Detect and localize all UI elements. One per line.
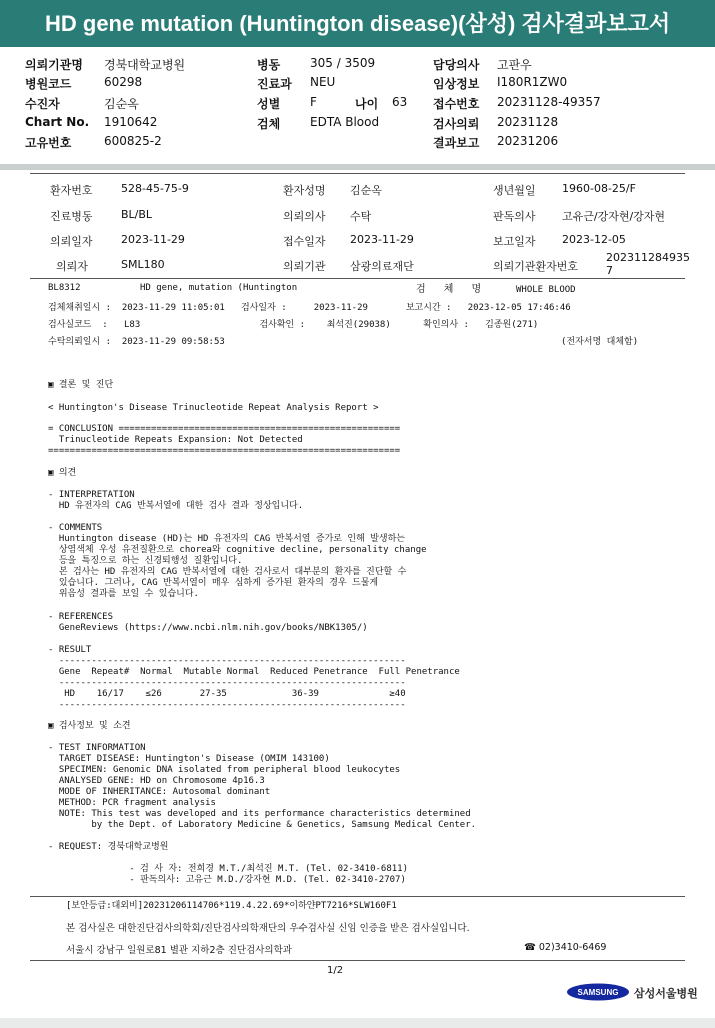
- report-line: ANALYSED GENE: HD on Chromosome 4p16.3: [48, 776, 265, 786]
- hospital-name: 삼성서울병원: [634, 987, 698, 1000]
- specimen-line: 검체채취일시 : 2023-11-29 11:05:01 검사일자 : 2023-11-29 보고시간 : 2023-12-05 17:46:46: [48, 303, 571, 313]
- top-value: 20231206: [497, 134, 559, 148]
- patient-value: 1960-08-25/F: [562, 182, 636, 195]
- table-rule: ----------------------------------------------------------------: [48, 656, 406, 666]
- report-line: NOTE: This test was developed and its performance characteristics determined: [48, 809, 471, 819]
- top-value: 20231128: [497, 115, 559, 129]
- report-line: - 검 사 자: 전희경 M.T./최석진 M.T. (Tel. 02-3410-6811): [48, 864, 409, 874]
- top-label: 고유번호: [25, 136, 72, 150]
- report-line: - REFERENCES: [48, 612, 114, 622]
- certification-note: 본 검사실은 대한진단검사의학회/진단검사의학재단의 우수검사실 신임 인증을 받은 검사실입니다.: [66, 923, 470, 934]
- top-value: 20231128-49357: [497, 95, 601, 109]
- top-value: 1910642: [104, 115, 158, 129]
- patient-value: 2023-11-29: [350, 233, 414, 246]
- specimen-value: WHOLE BLOOD: [516, 285, 576, 295]
- top-value: 김순옥: [104, 97, 139, 111]
- report-line: GeneReviews (https://www.ncbi.nlm.nih.gov/books/NBK1305/): [48, 623, 368, 633]
- report-line: SPECIMEN: Genomic DNA isolated from peripheral blood leukocytes: [48, 765, 401, 775]
- report-line: TARGET DISEASE: Huntington's Disease (OMIM 143100): [48, 754, 330, 764]
- samsung-logo-icon: [566, 982, 630, 1002]
- patient-label: 의뢰자: [56, 260, 88, 273]
- top-label: 병동: [257, 58, 281, 72]
- conclusion-line: =================================================================: [48, 446, 401, 456]
- patient-label: 진료병동: [50, 210, 93, 223]
- patient-label: 의뢰기관환자번호: [493, 260, 579, 273]
- report-line: MODE OF INHERITANCE: Autosomal dominant: [48, 787, 271, 797]
- section-heading: ▣ 의견: [48, 468, 77, 478]
- patient-label: 의뢰의사: [283, 210, 326, 223]
- top-label: 병원코드: [25, 77, 72, 91]
- phone: ☎ 02)3410-6469: [524, 942, 607, 953]
- specimen-code: BL8312: [48, 283, 81, 293]
- report-line: - REQUEST: 경북대학교병원: [48, 842, 169, 852]
- patient-label: 의뢰기관: [283, 260, 326, 273]
- report-line: 상염색체 우성 유전질환으로 chorea와 cognitive decline, personality change: [48, 545, 427, 555]
- top-label: 수진자: [25, 97, 60, 111]
- patient-label: 접수일자: [283, 235, 326, 248]
- patient-value: 528-45-75-9: [121, 182, 189, 195]
- report-line: METHOD: PCR fragment analysis: [48, 798, 216, 808]
- top-value: 305 / 3509: [310, 56, 376, 70]
- patient-value: 고유근/강자현/강자현: [562, 210, 666, 223]
- page-bottom: [0, 1018, 715, 1028]
- top-value: NEU: [310, 75, 336, 89]
- top-label: 담당의사: [433, 58, 480, 72]
- top-value: F: [310, 95, 317, 109]
- patient-label: 판독의사: [493, 210, 536, 223]
- patient-value: 2023-12-05: [562, 233, 626, 246]
- conclusion-line: Trinucleotide Repeats Expansion: Not Detected: [48, 435, 303, 445]
- patient-value: 7: [606, 264, 613, 277]
- divider: [30, 173, 685, 174]
- divider: [30, 896, 685, 897]
- report-line: 본 검사는 HD 유전자의 CAG 반복서열에 대한 검사로서 대부분의 환자를 진단할 수: [48, 567, 407, 577]
- svg-text:SAMSUNG: SAMSUNG: [577, 988, 619, 997]
- specimen-line: 수탁의뢰일시 : 2023-11-29 09:58:53: [48, 337, 225, 347]
- security-line: [보안등급:대외비]20231206114706*119.4.22.69*이하얀PT7216*SLW160F1: [66, 901, 397, 911]
- report-line: 등을 특징으로 하는 신경퇴행성 질환입니다.: [48, 556, 243, 566]
- top-label: 검체: [257, 117, 281, 131]
- patient-value: SML180: [121, 258, 165, 271]
- table-rule: ----------------------------------------------------------------: [48, 700, 406, 710]
- top-label: 접수번호: [433, 97, 480, 111]
- top-label: 결과보고: [433, 136, 480, 150]
- samsung-hospital-logo: [566, 982, 630, 1006]
- page-number: 1/2: [327, 965, 344, 976]
- top-label: 의뢰기관명: [25, 58, 83, 72]
- report-line: - COMMENTS: [48, 523, 103, 533]
- patient-value: 수탁: [350, 210, 372, 223]
- conclusion-line: = CONCLUSION ====================================================: [48, 424, 401, 434]
- table-row: HD 16/17 ≤26 27-35 36-39 ≥40: [48, 689, 406, 699]
- section-heading: ▣ 검사정보 및 소견: [48, 721, 131, 731]
- patient-value: 삼광의료재단: [350, 260, 414, 273]
- test-name: HD gene, mutation (Huntington: [140, 283, 298, 293]
- patient-value: 202311284935: [606, 251, 690, 264]
- specimen-line: 검사실코드 : L83 검사확인 : 최석진(29038) 확인의사 : 김종원(271): [48, 320, 539, 330]
- top-value: EDTA Blood: [310, 115, 380, 129]
- top-label: 성별: [257, 97, 281, 111]
- report-line: 위음성 결과를 보일 수 있습니다.: [48, 589, 199, 599]
- patient-value: 2023-11-29: [121, 233, 185, 246]
- top-label: 검사의뢰: [433, 117, 480, 131]
- report-line: Huntington disease (HD)는 HD 유전자의 CAG 반복서열 증가로 인해 발생하는: [48, 534, 405, 544]
- address: 서울시 강남구 일원로81 별관 지하2층 진단검사의학과: [66, 945, 292, 956]
- patient-label: 환자성명: [283, 184, 326, 197]
- patient-label: 생년월일: [493, 184, 536, 197]
- age-label: 나이: [355, 97, 379, 111]
- report-header: [0, 0, 715, 47]
- specimen-label: 검 체 명: [416, 284, 482, 295]
- top-label: 진료과: [257, 77, 292, 91]
- top-value: I180R1ZW0: [497, 75, 568, 89]
- table-header: Gene Repeat# Normal Mutable Normal Reduced Penetrance Full Penetrance: [48, 667, 460, 677]
- age-value: 63: [392, 95, 408, 109]
- signature-note: (전자서명 대체함): [561, 337, 639, 347]
- divider-band: [0, 164, 715, 170]
- divider: [30, 960, 685, 961]
- report-line: - TEST INFORMATION: [48, 743, 146, 753]
- report-title-line: < Huntington's Disease Trinucleotide Repeat Analysis Report >: [48, 403, 379, 413]
- report-line: - RESULT: [48, 645, 92, 655]
- report-line: by the Dept. of Laboratory Medicine & Genetics, Samsung Medical Center.: [48, 820, 477, 830]
- report-title: HD gene mutation (Huntington disease)(삼성) 검사결과보고서: [45, 11, 671, 36]
- patient-label: 보고일자: [493, 235, 536, 248]
- patient-label: 의뢰일자: [50, 235, 93, 248]
- patient-value: 김순옥: [350, 184, 382, 197]
- section-heading: ▣ 결론 및 진단: [48, 380, 114, 390]
- report-line: 있습니다. 그러나, CAG 반복서열이 매우 심하게 증가된 환자의 경우 드물게: [48, 578, 379, 588]
- report-line: HD 유전자의 CAG 반복서열에 대한 검사 결과 정상입니다.: [48, 501, 304, 511]
- top-label: 임상정보: [433, 77, 480, 91]
- patient-label: 환자번호: [50, 184, 93, 197]
- report-line: - INTERPRETATION: [48, 490, 135, 500]
- top-value: 경북대학교병원: [104, 58, 186, 72]
- top-value: 고판우: [497, 58, 532, 72]
- top-label: Chart No.: [25, 115, 90, 129]
- patient-value: BL/BL: [121, 208, 153, 221]
- top-value: 600825-2: [104, 134, 162, 148]
- divider: [30, 278, 685, 279]
- report-line: - 판독의사: 고유근 M.D./강자현 M.D. (Tel. 02-3410-2707): [48, 875, 406, 885]
- table-rule: ----------------------------------------------------------------: [48, 678, 406, 688]
- top-value: 60298: [104, 75, 143, 89]
